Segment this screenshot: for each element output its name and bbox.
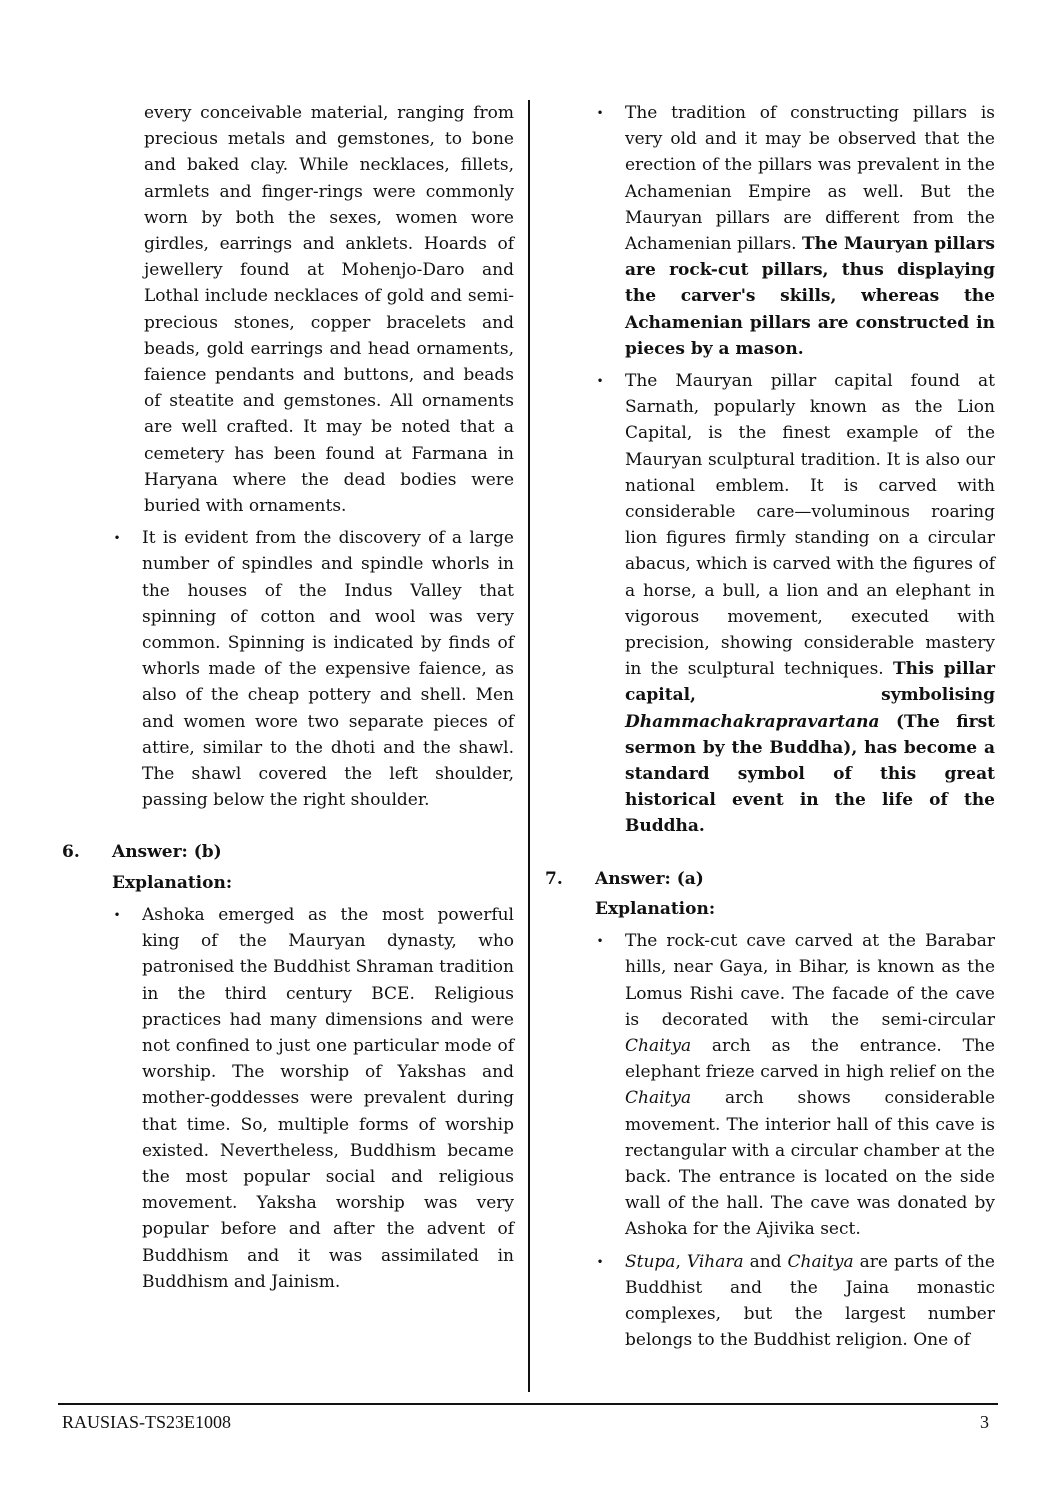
bullet-icon: •	[596, 1254, 604, 1269]
text-span: The tradition of constructing pillars is very old and it may be observed that the erection of the pillars was prevalent in the Achamenian Empire as well. But the Mauryan pillars are different from the Achamenian pillars.	[625, 103, 995, 255]
left-column	[62, 100, 514, 1295]
bullet-icon: •	[596, 106, 604, 120]
document-code: RAUSIAS-TS23E1008	[62, 1412, 232, 1432]
list-item	[62, 902, 514, 1295]
explanation-heading: Explanation:	[112, 872, 233, 893]
text-span: ,	[675, 1251, 687, 1272]
bullet-icon: •	[596, 374, 604, 389]
list-item	[545, 1249, 995, 1354]
text-span: and	[743, 1251, 788, 1272]
italic-text: Stupa	[625, 1251, 676, 1272]
question-number: 7.	[545, 868, 563, 889]
explanation-heading: Explanation:	[595, 898, 716, 919]
bullet-icon: •	[113, 907, 121, 922]
bold-text: This pillar capital, symbolising	[625, 659, 995, 706]
list-item	[545, 928, 995, 1242]
bullet-icon: •	[113, 531, 121, 546]
bullet-text-stupa	[625, 1249, 995, 1354]
column-divider	[528, 100, 530, 1392]
text-span: arch shows considerable movement. The interior hall of this cave is rectangular with a circular chamber at the back. The entrance is located on the side wall of the hall. The cave was donated by Ashoka for the Ajivika sect.	[625, 1088, 995, 1240]
answer-label: Answer: (b)	[112, 842, 222, 863]
bullet-icon: •	[596, 934, 604, 949]
text-span: arch as the entrance. The elephant frieze carved in high relief on the	[625, 1035, 995, 1083]
bullet-text-ashoka: Ashoka emerged as the most powerful king of the Mauryan dynasty, who patronised the Buddhist Shraman tradition in the third century BCE. Religious practices had many dimensions and were not confined to just one particular mode of worship. The worship of Yakshas and mother-goddesses were prevalent during that time. So, multiple forms of worship existed. Nevertheless, Buddhism became the most popular social and religious movement. Yaksha worship was very popular before and after the advent of Buddhism and it was assimilated in Buddhism and Jainism.	[142, 904, 514, 1292]
italic-text: Chaitya	[625, 1035, 692, 1056]
paragraph-ornaments: every conceivable material, ranging from precious metals and gemstones, to bone and baked clay. While necklaces, fillets, armlets and finger-rings were commonly worn by both the sexes, women wore girdles, earrings and anklets. Hoards of jewellery found at Mohenjo-Daro and Lothal include necklaces of gold and semi-precious stones, copper bracelets and beads, gold earrings and head ornaments, faience pendants and buttons, and beads of steatite and gemstones. All ornaments are well crafted. It may be noted that a cemetery has been found at Farmana in Haryana where the dead bodies were buried with ornaments.	[144, 103, 514, 517]
italic-text: Chaitya	[625, 1088, 692, 1109]
bullet-text-spinning: It is evident from the discovery of a large number of spindles and spindle whorls in the houses of the Indus Valley that spinning of cotton and wool was very common. Spinning is indicated by finds of whorls made of the expensive faience, as also of the cheap pottery and shell. Men and women wore two separate pieces of attire, similar to the dhoti and the shawl. The shawl covered the left shoulder, passing below the right shoulder.	[142, 528, 514, 811]
bullet-text-barabar	[625, 928, 995, 1242]
italic-text: Vihara	[686, 1251, 744, 1272]
list-item	[62, 525, 514, 813]
footer-rule	[58, 1403, 998, 1405]
question-number: 6.	[62, 842, 80, 863]
right-column	[545, 100, 995, 1353]
bold-text: The Mauryan pillars are rock-cut pillars, thus displaying the carver's skills, whereas the Achamenian pillars are constructed in pieces by a mason.	[625, 234, 995, 359]
bullet-text-lion-capital	[625, 368, 995, 840]
bold-text: (The first sermon by the Buddha), has become a standard symbol of this great historical event in the life of the Buddha.	[625, 711, 995, 837]
text-span: The rock-cut cave carved at the Barabar hills, near Gaya, in Bihar, is known as the Lomus Rishi cave. The facade of the cave is decorated with the semi-circular	[625, 931, 995, 1030]
bold-italic-text: Dhammachakrapravartana	[625, 711, 880, 732]
page-number: 3	[980, 1412, 989, 1432]
bullet-text-pillars	[625, 100, 995, 362]
list-item	[545, 368, 995, 840]
text-span: are parts of the Buddhist and the Jaina monastic complexes, but the largest number belongs to the Buddhist religion. One of	[625, 1251, 995, 1351]
question-7-header	[545, 866, 995, 892]
italic-text: Chaitya	[787, 1251, 854, 1272]
answer-label: Answer: (a)	[595, 868, 704, 889]
question-6-header	[62, 839, 514, 865]
text-span: The Mauryan pillar capital found at Sarnath, popularly known as the Lion Capital, is the finest example of the Mauryan sculptural tradition. It is also our national emblem. It is carved with considerable care—voluminous roaring lion figures firmly standing on a circular abacus, which is carved with the figures of a horse, a bull, a lion and an elephant in vigorous movement, executed with precision, showing considerable mastery in the sculptural techniques.	[625, 371, 995, 680]
list-item	[545, 100, 995, 362]
